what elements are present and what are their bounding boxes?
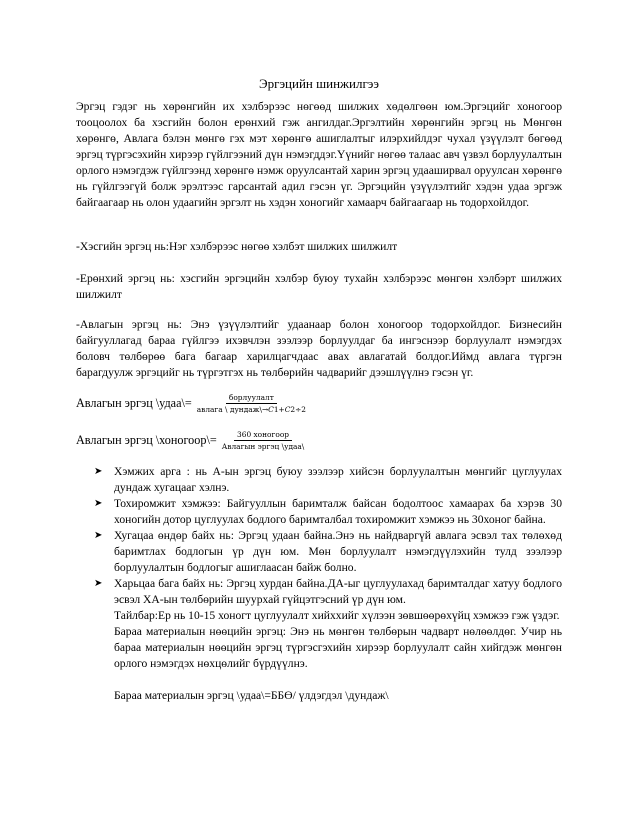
intro-paragraph: Эргэц гэдэг нь хөрөнгийн их хэлбэрээс нөгөөд шилжих хөдөлгөөн юм.Эргэцийг хоногоор тооцоолох ба хэсгийн болон ерөнхий гэж ангилдаг.Эргэлтийн хөрөнгийн эргэц нь Мөнгөн хөрөнгө, Авлага бэлэн мөнгө гэх мэт хөрөнгө ашиглалтыг илэрхийлдэг чухал үзүүлэлт бөгөөд эргэц түргэсэхийн хирээр гүйлгээний дүн нэмэгддэг.Үүнийг нөгөө талаас авч үзвэл борлуулалтын орлого нэмэгдэж гүйлгээнд хөрөнгө нэмж оруулсантай харин эргэц удааширвал оруулсан хөрөнгө нь гүйлгээгүй болж эрэлтээс гарсантай адил гэсэн үг. Эргэцийн үзүүлэлтийг хэдэн удаа эргэж байгаагаар нь олон удаагийн эргэлт нь хэдэн хоногийг хамаарч байгаагаар нь тодорхойлдог. <box>76 100 562 209</box>
arrow-bullet-icon: ➤ <box>94 578 103 589</box>
formula-numerator: 360 хоногоор <box>234 430 292 441</box>
inventory-turnover-paragraph: Бараа материалын нөөцийн эргэц: Энэ нь мөнгөн төлбөрын чадварт нөлөөлдөг. Учир нь бараа материалын нөөцийн эргэц түргэсгэхийн хирээр борлуулалт сайн хийгдэж мөнгөн орлого нэмэгдэх нөхцөлийг бүрдүүлнэ. <box>114 625 562 670</box>
arrow-bullet-icon: ➤ <box>94 466 103 477</box>
list-item <box>94 496 562 528</box>
formula-numerator: борлуулалт <box>226 393 277 404</box>
list-item-text: Тохиромжит хэмжээ: Байгууллын баримталж байсан бодолтоос хамаарах ба хэрэв 30 хоногийн дотор цуглуулах бодлого баримталбал тохиромжит хэмжээ нь 30хоног байна. <box>114 497 562 526</box>
arrow-bullet-icon: ➤ <box>94 530 103 541</box>
receivables-turnover-paragraph: -Авлагын эргэц нь: Энэ үзүүлэлтийг удаанаар болон хоногоор тодорхойлдог. Бизнесийн байгууллагад бараа гүйлгээ ихэвчлэн зээлээр борлуулдаг ба ингэснээр борлуулалт нэмэгдэх боловч төлбөрөө бага багаар харилцагчдаас авах авлагатай болдог.Иймд авлага түргэн барагдуулж эргэцийг нь түргэтгэх нь төлбөрийн чадварийг дээшлүүлнэ гэсэн үг. <box>76 318 562 379</box>
list-item <box>94 464 562 496</box>
example-note: Тайлбар:Ер нь 10-15 хоногт цуглуулалт хийххийг хүлээн зөвшөөрөхүйц хэмжээ гэж үздэг. <box>114 609 560 622</box>
analysis-bullet-list <box>94 464 562 704</box>
list-item-text: Хэмжих арга : нь А-ын эргэц буюу зээлээр хийсэн борлуулалтын мөнгийг цуглуулах дундаж хугацааг хэлнэ. <box>114 465 562 494</box>
list-item-text: Харьцаа бага байх нь: Эргэц хурдан байна.ДА-ыг цуглуулахад баримталдаг хатуу бодлого эсвэл ХА-ын төлбөрийн шуурхай гүйцэтгэсний үр дүн юм. <box>114 577 562 606</box>
formula-label: Авлагын эргэц \удаа\= <box>76 396 192 410</box>
formula-fraction <box>219 430 308 451</box>
formula-label: Авлагын эргэц \хоногоор\= <box>76 433 217 447</box>
inventory-formula: Бараа материалын эргэц \удаа\=ББӨ/ үлдэгдэл \дундаж\ <box>114 689 389 702</box>
general-turnover-paragraph: -Ерөнхий эргэц нь: хэсгийн эргэцийн хэлбэр буюу тухайн хэлбэрээс мөнгөн хэлбэрт шилжих шилжилт <box>76 272 562 301</box>
formula-fraction <box>194 393 309 414</box>
receivables-days-formula <box>76 430 307 451</box>
formula-denominator: Авлагын эргэц \удаа\ <box>221 442 305 451</box>
page-title: Эргэцийн шинжилгээ <box>259 76 379 91</box>
partial-turnover-paragraph: -Хэсгийн эргэц нь:Нэг хэлбэрээс нөгөө хэлбэт шилжих шилжилт <box>76 240 398 253</box>
arrow-bullet-icon: ➤ <box>94 498 103 509</box>
receivables-times-formula <box>76 393 309 414</box>
formula-denominator: авлага \ дундаж\→𝐶1+𝐶2÷2 <box>196 405 306 414</box>
list-item-text: Хугацаа өндөр байх нь: Эргэц удаан байна.Энэ нь найдваргүй авлага эсвэл тах төлөхөд баримтлах бодлогын үр дүн юм. Мөн борлуулалт нэмэгдүүлэхийн тулд зээлээр борлуулалтын бодлогыг ашиглаасан байж болно. <box>114 529 562 574</box>
list-item <box>94 576 562 704</box>
list-item <box>94 528 562 576</box>
